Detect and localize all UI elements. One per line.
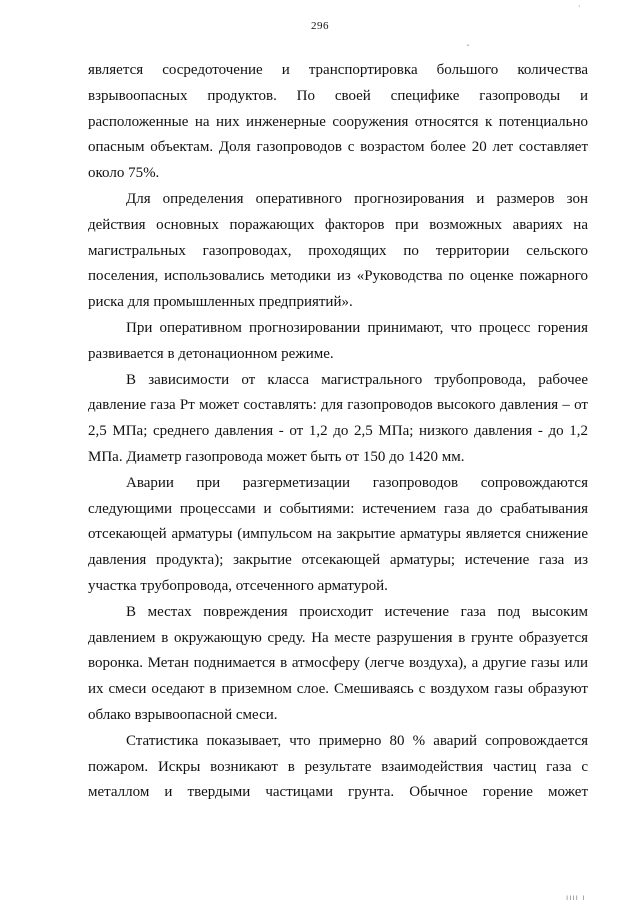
paragraph: При оперативном прогнозировании принимают, что процесс горения развивается в детонационном режиме. bbox=[88, 319, 588, 362]
paragraph: В зависимости от класса магистрального трубопровода, рабочее давление газа Pт может составлять: для газопроводов высокого давления – от 2,5 МПа; среднего давления - от 1,2 до 2,5 МПа; низкого давления - до 1,2 МПа. Диаметр газопровода может быть от 150 до 1420 мм. bbox=[88, 371, 588, 465]
paragraph-truncated: Статистика показывает, что примерно 80 % аварий сопровождается пожаром. Искры возникают в результате взаимодействия частиц газа с металлом и твердыми частицами грунта. Обычное горение может bbox=[88, 732, 588, 801]
scan-artifact-mark: · bbox=[578, 2, 581, 11]
document-body bbox=[88, 58, 588, 806]
paragraph: Для определения оперативного прогнозирования и размеров зон действия основных поражающих факторов при возможных авариях на магистральных газопроводах, проходящих по территории сельского поселения, использовались методики из «Руководства по оценке пожарного риска для промышленных предприятий». bbox=[88, 190, 588, 311]
page-number: 296 bbox=[311, 20, 329, 32]
paragraph: В местах повреждения происходит истечение газа под высоким давлением в окружающую среду. На месте разрушения в грунте образуется воронка. Метан поднимается в атмосферу (легче воздуха), а другие газы или их смеси оседают в приземном слое. Смешиваясь с воздухом газы образуют облако взрывоопасной смеси. bbox=[88, 603, 588, 723]
paragraph: Аварии при разгерметизации газопроводов сопровождаются следующими процессами и событиями: истечением газа до срабатывания отсекающей арматуры (импульсом на закрытие арматуры является снижение давления продукта); закрытие отсекающей арматуры; истечение газа из участка трубопровода, отсеченного арматурой. bbox=[88, 474, 588, 594]
paragraph-continued: является сосредоточение и транспортировка большого количества взрывоопасных продуктов. По своей специфике газопроводы и расположенные на них инженерные сооружения относятся к потенциально опасным объектам. Доля газопроводов с возрастом более 20 лет составляет около 75%. bbox=[88, 62, 588, 182]
scan-artifact-mark: ˇ bbox=[466, 44, 470, 53]
scan-artifact-mark: ıııı ı bbox=[566, 893, 586, 902]
